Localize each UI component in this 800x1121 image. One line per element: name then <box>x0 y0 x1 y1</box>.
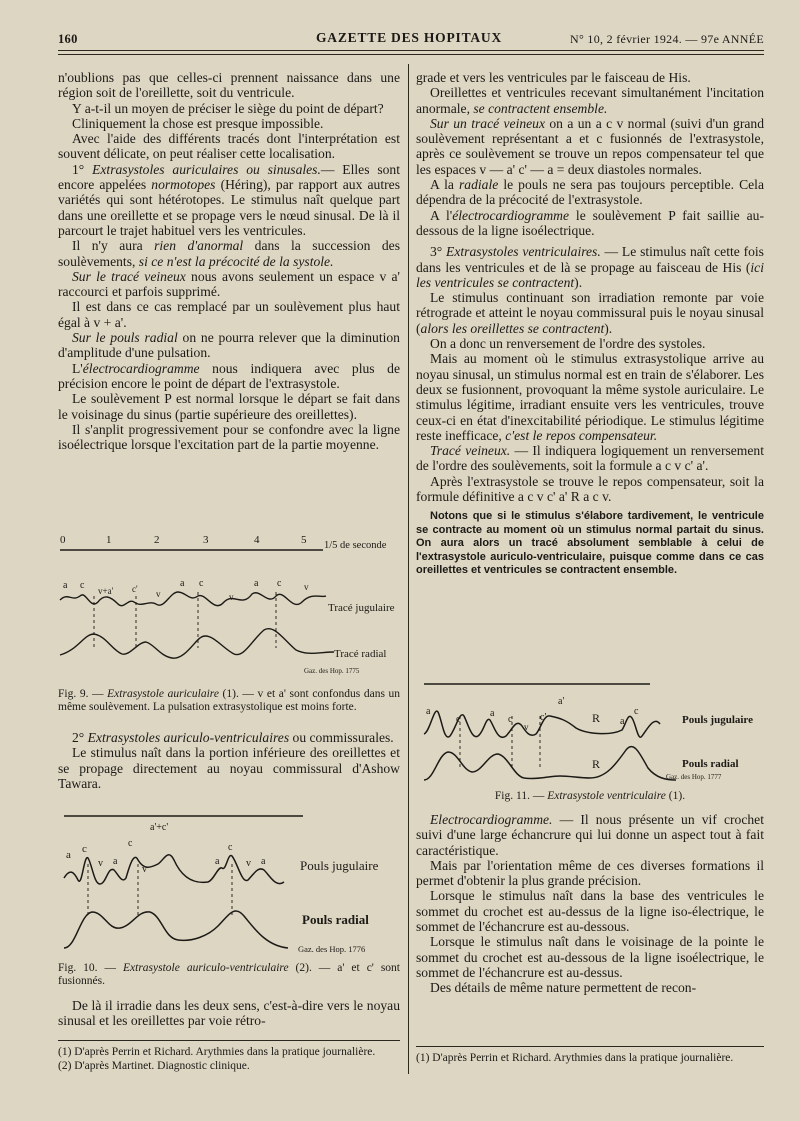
trace-label-jugulaire: Tracé jugulaire <box>328 602 395 614</box>
wave-label: c' <box>540 712 547 723</box>
running-header <box>58 30 764 50</box>
note-paragraph: Notons que si le stimulus s'élabore tardivement, le ventricule se contracte au moment où un stimulus normal partait du sinus. On aura alors un tracé absolument semblable à celui de l'extrasystole auriculo-ventriculaire, puisque comme dans ce cas oreillettes et ventricules se contractent ensemble. <box>416 510 764 576</box>
wave-label: a <box>620 716 625 727</box>
issue-info: N° 10, 2 février 1924. — 97e ANNÉE <box>570 32 764 46</box>
paragraph: Le stimulus continuant son irradiation remonte par voie rétrograde et atteint le noyau commissural puis le noyau sinusal (alors les oreillettes se contractent). <box>416 290 764 336</box>
left-column-bottom <box>58 998 400 1029</box>
wave-label: v <box>156 589 161 599</box>
figure-10-caption: Fig. 10. — Extrasystole auriculo-ventriculaire (2). — a' et c' sont fusionnés. <box>58 962 401 987</box>
paragraph: A l'électrocardiogramme le soulèvement P fait saillie au-dessous de la ligne isoélectrique. <box>416 207 764 238</box>
wave-label: a'+c' <box>150 822 169 833</box>
wave-label: R <box>592 711 601 725</box>
radial-trace <box>424 747 676 780</box>
wave-label: a <box>215 856 220 867</box>
footnote: (1) D'après Perrin et Richard. Arythmies dans la pratique journalière. <box>58 1046 376 1058</box>
paragraph: Il est dans ce cas remplacé par un soulèvement plus haut égal à v + a'. <box>58 299 400 330</box>
wave-label: c <box>228 842 233 853</box>
section-ventriculaires: 3° Extrasystoles ventriculaires. — Le stimulus naît cette fois dans les ventricules et de là se propage au faisceau de His (ici les ventricules se contractent). <box>416 244 764 290</box>
scale-number: 5 <box>301 534 307 546</box>
wave-label: v <box>98 858 103 869</box>
header-rule-2 <box>58 54 764 55</box>
trace-label-jugulaire: Pouls jugulaire <box>682 714 754 726</box>
page-number: 160 <box>58 32 78 46</box>
paragraph: Le stimulus naît dans la portion inférieure des oreillettes et se propage directement au noyau commissural d'Ashow Tawara. <box>58 745 400 791</box>
wave-label: v <box>142 864 147 875</box>
wave-label: a <box>66 849 71 861</box>
wave-label: c <box>456 714 461 725</box>
paragraph: Lorsque le stimulus naît dans la base des ventricules le sommet du crochet est au-dessus de la ligne iso-électrique, le sommet de l'échancrure est au-dessous. <box>416 888 764 935</box>
figure-9-caption: Fig. 9. — Extrasystole auriculaire (1). — v et a' sont confondus dans un même soulèvement. La pulsation extrasystolique est moins forte. <box>58 688 401 713</box>
scale-number: 3 <box>203 534 209 546</box>
paragraph: Lorsque le stimulus naît dans le voisinage de la pointe le sommet du crochet est au-dessous de la ligne isoélectrique, le sommet de l'échancrure est au-dessus. <box>416 934 764 980</box>
radial-trace <box>60 629 334 658</box>
section-auriculaires: 1° Extrasystoles auriculaires ou sinusales.— Elles sont encore appelées normotopes (Héring), par rapport aux autres variétés qui sont hétérotopes. Le stimulus naît quelque part dans une oreillette et se propage vers le nœud sinusal. De là il parcourt le trajet habituel vers les ventricules. <box>58 161 400 238</box>
wave-label: a' <box>558 696 565 707</box>
wave-label: c <box>508 714 513 725</box>
radial-trace <box>64 911 288 948</box>
paragraph: Il n'y aura rien d'anormal dans la succession des soulèvements, si ce n'est la précocité de la systole. <box>58 238 400 269</box>
paragraph: grade et vers les ventricules par le faisceau de His. <box>416 70 691 85</box>
figure-9-drawing <box>58 530 400 680</box>
paragraph: Avec l'aide des différents tracés dont l'interprétation est souvent délicate, on peut réaliser cette localisation. <box>58 131 400 162</box>
header-rule <box>58 50 764 51</box>
paragraph: Sur un tracé veineux on a un a c v normal (suivi d'un grand soulèvement représentant a et c fusionnés de l'extrasystole, après ce soulèvement se trouve un repos compensateur tel que les espaces v — a' c' — a = deux diastoles normales. <box>416 115 764 177</box>
figure-credit: Gaz. des Hop. 1776 <box>298 944 366 954</box>
paragraph: A la radiale le pouls ne sera pas toujours perceptible. Cela dépendra de la précocité de l'extrasystole. <box>416 177 764 208</box>
wave-label: c <box>277 578 282 589</box>
footnote-rule <box>416 1046 764 1047</box>
left-column-mid <box>58 730 400 791</box>
wave-label: a <box>261 856 266 867</box>
paragraph: Cliniquement la chose est presque impossible. <box>72 115 324 131</box>
wave-label: a <box>63 580 68 591</box>
paragraph: Il s'anplit progressivement pour se confondre avec la ligne isoélectrique lorsque l'excitation part de la partie moyenne. <box>58 421 400 453</box>
scale-unit: 1/5 de seconde <box>324 540 387 551</box>
paragraph: Sur le pouls radial on ne pourra relever que la diminution d'amplitude d'une pulsation. <box>58 330 400 361</box>
figure-11-drawing <box>420 676 764 786</box>
wave-label: a <box>254 578 259 589</box>
jugular-trace <box>64 855 284 884</box>
figure-9 <box>58 530 400 680</box>
left-footnotes <box>58 1046 400 1073</box>
scale-number: 4 <box>254 534 260 546</box>
footnote-rule <box>58 1040 400 1041</box>
column-divider <box>408 64 409 1074</box>
figure-credit: Gaz. des Hop. 1777 <box>666 773 722 781</box>
trace-label-radial: Tracé radial <box>334 648 387 660</box>
wave-label: v <box>304 582 309 592</box>
paragraph: Oreillettes et ventricules recevant simultanément l'incitation anormale, se contractent ensemble. <box>416 85 764 116</box>
footnote: (2) D'après Martinet. Diagnostic clinique. <box>58 1059 250 1072</box>
footnote: (1) D'après Perrin et Richard. Arythmies dans la pratique journalière. <box>416 1052 734 1064</box>
paragraph: Mais au moment où le stimulus extrasystolique arrive au noyau sinusal, un stimulus normal est en train de s'élaborer. Les deux se fusionnent, provoquant la même systole auriculaire. Le stimulus légitime, irradiant ensuite vers les ventricules, trouve ceux-ci en état d'inexcitabilité périodique. Le stimulus légitime reste inefficace, c'est le repos compensateur. <box>416 351 764 443</box>
wave-label: R <box>592 757 601 771</box>
scale-number: 0 <box>60 534 66 546</box>
paragraph: De là il irradie dans les deux sens, c'est-à-dire vers le noyau sinusal et les oreillettes par voie rétro- <box>58 998 400 1029</box>
wave-label: c <box>80 580 85 591</box>
trace-label-jugulaire: Pouls jugulaire <box>300 858 379 873</box>
trace-label-radial: Pouls radial <box>302 912 369 927</box>
paragraph: Des détails de même nature permettent de recon- <box>430 980 697 996</box>
scale-number: 1 <box>106 534 112 546</box>
journal-title: GAZETTE DES HOPITAUX <box>316 30 503 45</box>
paragraph: n'oublions pas que celles-ci prennent naissance dans une région soit de l'oreillette, soit du ventricule. <box>58 70 400 101</box>
wave-label: c <box>199 578 204 589</box>
figure-credit: Gaz. des Hop. 1775 <box>304 667 360 675</box>
wave-label: a <box>426 706 431 717</box>
paragraph: Tracé veineux. — Il indiquera logiquement un renversement de l'ordre des soulèvements, soit la formule a c v c' a'. <box>416 443 764 474</box>
figure-11 <box>420 676 764 786</box>
figure-10 <box>58 808 400 958</box>
right-column-top <box>416 70 764 577</box>
paragraph: Le soulèvement P est normal lorsque le départ se fait dans le voisinage du sinus (partie supérieure des oreillettes). <box>58 391 400 422</box>
wave-label: v <box>229 592 234 602</box>
scale-number: 2 <box>154 534 160 546</box>
paragraph: On a donc un renversement de l'ordre des systoles. <box>430 336 706 352</box>
wave-label: c <box>634 706 639 717</box>
wave-label: a <box>490 708 495 719</box>
wave-label: c <box>128 838 133 849</box>
paragraph: Electrocardiogramme. — Il nous présente un vif crochet suivi d'une large échancrure qui lui donne un aspect tout à fait caractéristique. <box>416 812 764 858</box>
wave-label: v <box>524 722 529 732</box>
paragraph: Y a-t-il un moyen de préciser le siège du point de départ? <box>72 100 384 116</box>
wave-label: a <box>113 856 118 867</box>
section-auriculo-ventriculaires: 2° Extrasystoles auriculo-ventriculaires ou commissurales. <box>72 730 394 745</box>
right-footnotes <box>416 1052 764 1066</box>
wave-label: v <box>246 858 251 869</box>
wave-label: a <box>180 578 185 589</box>
figure-10-drawing <box>58 808 400 958</box>
paragraph: L'électrocardiogramme nous indiquera avec plus de précision encore le point de départ de l'extrasystole. <box>58 360 400 391</box>
paragraph: Sur le tracé veineux nous avons seulement un espace v a' raccourci et parfois supprimé. <box>58 268 400 300</box>
right-column-bottom <box>416 812 764 996</box>
paragraph: Mais par l'orientation même de ces diverses formations il permet d'obtenir la plus grande précision. <box>416 857 764 889</box>
wave-label: c' <box>132 584 138 594</box>
left-column-top <box>58 70 400 452</box>
wave-label: c <box>82 843 87 855</box>
wave-label: v+a' <box>98 586 114 596</box>
trace-label-radial: Pouls radial <box>682 758 739 770</box>
paragraph: Après l'extrasystole se trouve le repos compensateur, soit la formule définitive a c v c' a' R a c v. <box>416 473 764 505</box>
figure-11-caption: Fig. 11. — Extrasystole ventriculaire (1). <box>494 790 686 802</box>
